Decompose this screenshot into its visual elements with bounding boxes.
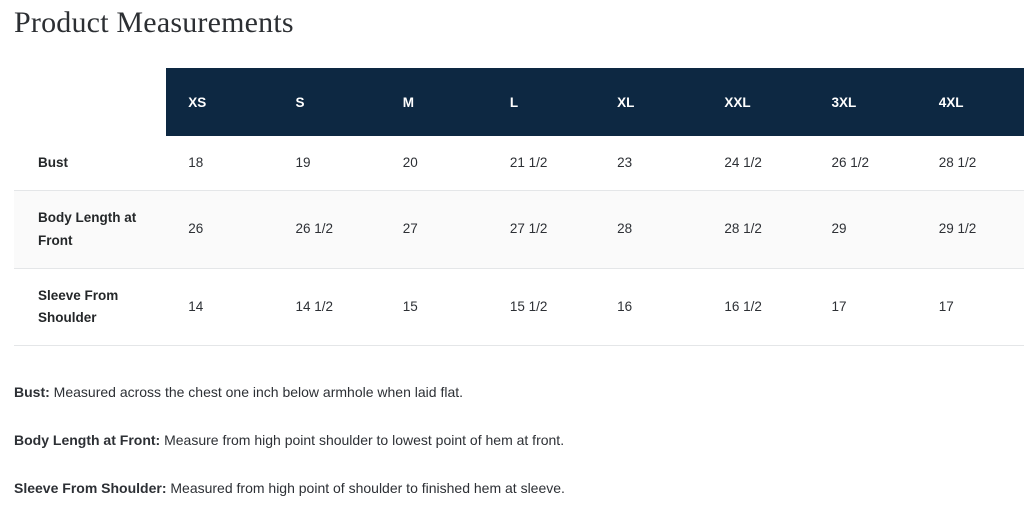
table-header-row [14,68,1024,136]
cell-sleeve-l: 15 1/2 [488,268,595,346]
row-label-body-length-at-front: Body Length at Front [14,191,166,269]
cell-bust-s: 19 [274,136,381,191]
row-label-bust: Bust [14,136,166,191]
column-header-s: S [274,68,381,136]
cell-sleeve-4xl: 17 [917,268,1024,346]
cell-bust-4xl: 28 1/2 [917,136,1024,191]
cell-sleeve-xl: 16 [595,268,702,346]
measurements-table-container [0,68,1024,346]
column-header-3xl: 3XL [810,68,917,136]
definition-sleeve-from-shoulder [14,478,1010,499]
measurements-table [14,68,1024,346]
table-row [14,268,1024,346]
table-body [14,136,1024,346]
table-row [14,191,1024,269]
definition-term-bust: Bust: [14,384,50,401]
cell-sleeve-m: 15 [381,268,488,346]
definition-bust [14,382,1010,403]
column-header-xxl: XXL [702,68,809,136]
cell-body-length-s: 26 1/2 [274,191,381,269]
row-label-sleeve-from-shoulder: Sleeve From Shoulder [14,268,166,346]
definition-text-bust: Measured across the chest one inch below armhole when laid flat. [49,384,464,401]
cell-sleeve-xs: 14 [166,268,273,346]
table-corner-cell [14,68,166,136]
definition-text-body-length-at-front: Measure from high point shoulder to lowest point of hem at front. [160,432,565,449]
cell-bust-xxl: 24 1/2 [702,136,809,191]
definition-text-sleeve-from-shoulder: Measured from high point of shoulder to finished hem at sleeve. [166,480,565,497]
cell-body-length-m: 27 [381,191,488,269]
cell-bust-3xl: 26 1/2 [810,136,917,191]
cell-sleeve-xxl: 16 1/2 [702,268,809,346]
column-header-xs: XS [166,68,273,136]
column-header-4xl: 4XL [917,68,1024,136]
table-row [14,136,1024,191]
page-title: Product Measurements [14,6,294,39]
column-header-m: M [381,68,488,136]
cell-body-length-4xl: 29 1/2 [917,191,1024,269]
cell-body-length-l: 27 1/2 [488,191,595,269]
cell-sleeve-3xl: 17 [810,268,917,346]
table-header [14,68,1024,136]
cell-bust-l: 21 1/2 [488,136,595,191]
cell-sleeve-s: 14 1/2 [274,268,381,346]
definition-body-length-at-front [14,430,1010,451]
column-header-xl: XL [595,68,702,136]
cell-body-length-xl: 28 [595,191,702,269]
cell-body-length-xxl: 28 1/2 [702,191,809,269]
cell-bust-xs: 18 [166,136,273,191]
cell-bust-m: 20 [381,136,488,191]
cell-body-length-xs: 26 [166,191,273,269]
definition-term-sleeve-from-shoulder: Sleeve From Shoulder: [14,480,167,497]
measurement-definitions [0,346,1024,499]
column-header-l: L [488,68,595,136]
cell-body-length-3xl: 29 [810,191,917,269]
definition-term-body-length-at-front: Body Length at Front: [14,432,161,449]
cell-bust-xl: 23 [595,136,702,191]
